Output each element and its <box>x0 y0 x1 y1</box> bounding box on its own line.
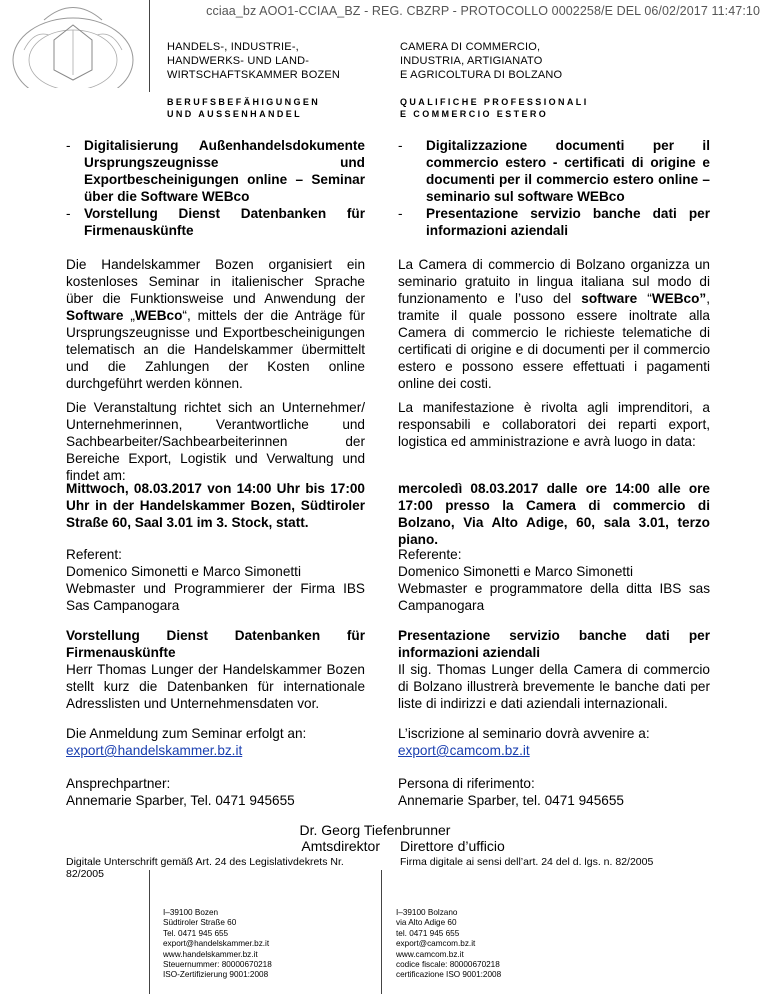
contact-text: Annemarie Sparber, tel. 0471 945655 <box>398 793 624 808</box>
database-it <box>398 627 710 712</box>
header-it-line: CAMERA DI COMMERCIO, <box>400 41 541 53</box>
contact-text: Annemarie Sparber, Tel. 0471 945655 <box>66 793 295 808</box>
header-de-line: HANDELS-, INDUSTRIE-, <box>167 41 299 53</box>
footer-line: I–39100 Bozen <box>163 908 219 917</box>
dept-it <box>400 96 589 120</box>
footer-line: Tel. 0471 945 655 <box>163 928 229 938</box>
topics-it <box>398 137 710 239</box>
footer-de <box>163 908 272 981</box>
header-it-line: INDUSTRIA, ARTIGIANATO <box>400 55 543 67</box>
signature-title-it: Direttore d’ufficio <box>400 838 505 854</box>
topics-de <box>66 137 365 239</box>
contact-it <box>398 775 710 809</box>
contact-label: Persona di riferimento: <box>398 776 535 791</box>
database-text: Il sig. Thomas Lunger della Camera di commercio di Bolzano illustrerà brevemente le banche dati per liste di indirizzi e dati aziendali internazionali. <box>398 662 710 711</box>
footer-line: Steuernummer: 80000670218 <box>163 960 272 970</box>
registration-it <box>398 725 710 759</box>
footer-divider <box>149 870 150 994</box>
speaker-role: Webmaster und Programmierer der Firma IBS Sas Campanogara <box>66 581 365 613</box>
speaker-names: Domenico Simonetti e Marco Simonetti <box>398 564 633 579</box>
database-title: Vorstellung Dienst Datenbanken für Firmenauskünfte <box>66 628 365 660</box>
footer-line: tel. 0471 945 655 <box>396 928 460 938</box>
header-de <box>167 40 340 82</box>
dept-de-line: BERUFSBEFÄHIGUNGEN <box>167 97 321 107</box>
event-date-it: mercoledì 08.03.2017 dalle ore 14:00 alle ore 17:00 presso la Camera di commercio di Bolzano, Via Alto Adige, 60, sala 3.01, terzo piano. <box>398 481 710 547</box>
signature-note-de: Digitale Unterschrift gemäß Art. 24 des Legislativdekrets Nr. 82/2005 <box>66 856 344 880</box>
footer-line: via Alto Adige 60 <box>396 918 457 928</box>
footer-line: codice fiscale: 80000670218 <box>396 960 500 970</box>
footer-line: certificazione ISO 9001:2008 <box>396 970 502 980</box>
speaker-names: Domenico Simonetti e Marco Simonetti <box>66 564 301 579</box>
footer-line: I–39100 Bolzano <box>396 908 458 917</box>
speaker-de <box>66 546 365 614</box>
footer-line: export@handelskammer.bz.it <box>163 939 270 949</box>
footer-divider <box>381 870 382 994</box>
footer-line: ISO-Zertifizierung 9001:2008 <box>163 970 269 980</box>
speaker-label: Referent: <box>66 547 122 562</box>
intro-it: La Camera di commercio di Bolzano organizza un seminario gratuito in lingua italiana sul modo di funzionamento e l’uso del software “WEBco”, tramite il quale possono essere inoltrate alla Camera di commercio le richieste telematiche di certificati di origine e di documenti per il commercio estero e possono essere effettuati i pagamenti online dei costi. <box>398 257 710 391</box>
email-link[interactable]: export@camcom.bz.it <box>398 743 530 758</box>
footer-line: Südtiroler Straße 60 <box>163 918 237 928</box>
signature-note-it: Firma digitale ai sensi dell’art. 24 del d. lgs. n. 82/2005 <box>400 856 654 868</box>
contact-de <box>66 775 365 809</box>
chamber-logo <box>4 0 142 88</box>
footer-line: www.camcom.bz.it <box>396 949 464 959</box>
signature-title-de: Amtsdirektor <box>301 838 380 854</box>
footer-it <box>396 908 501 981</box>
database-title: Presentazione servizio banche dati per informazioni aziendali <box>398 628 710 660</box>
database-de <box>66 627 365 712</box>
header-it <box>400 40 562 82</box>
registration-text: L’iscrizione al seminario dovrà avvenire a: <box>398 726 650 741</box>
event-date-de: Mittwoch, 08.03.2017 von 14:00 Uhr bis 17:00 Uhr in der Handelskammer Bozen, Südtiroler Straße 60, Saal 3.01 im 3. Stock, statt. <box>66 481 365 530</box>
contact-label: Ansprechpartner: <box>66 776 171 791</box>
topic-item: - Presentazione servizio banche dati per informazioni aziendali <box>398 206 710 238</box>
topic-item: - Digitalisierung Außenhandelsdokumente Ursprungszeugnisse und Exportbescheinigungen online – Seminar über die Software WEBco <box>66 138 365 204</box>
speaker-role: Webmaster e programmatore della ditta IBS sas Campanogara <box>398 581 710 613</box>
header-it-line: E AGRICOLTURA DI BOLZANO <box>400 69 563 81</box>
email-link[interactable]: export@handelskammer.bz.it <box>66 743 243 758</box>
protocol-stamp: cciaa_bz AOO1-CCIAA_BZ - REG. CBZRP - PROTOCOLLO 0002258/E DEL 06/02/2017 11:47:10 <box>206 4 760 18</box>
signature-name: Dr. Georg Tiefenbrunner <box>299 822 451 838</box>
header-de-line: HANDWERKS- UND LAND- <box>167 55 310 67</box>
header-de-line: WIRTSCHAFTSKAMMER BOZEN <box>167 69 341 81</box>
speaker-it <box>398 546 710 614</box>
footer-line: export@camcom.bz.it <box>396 939 476 949</box>
database-text: Herr Thomas Lunger der Handelskammer Bozen stellt kurz die Datenbanken für internationale Adresslisten und Unternehmensdaten vor. <box>66 662 365 711</box>
dept-de <box>167 96 320 120</box>
footer-line: www.handelskammer.bz.it <box>163 949 258 959</box>
registration-de <box>66 725 365 759</box>
dept-it-line: E COMMERCIO ESTERO <box>400 109 549 119</box>
topic-item: - Digitalizzazione documenti per il commercio estero - certificati di origine e documenti per il commercio estero online – seminario sul software WEBco <box>398 138 710 204</box>
dept-it-line: QUALIFICHE PROFESSIONALI <box>400 97 589 107</box>
intro-de: Die Handelskammer Bozen organisiert ein kostenloses Seminar in italienischer Sprache über die Funktionsweise und Anwendung der Software „WEBco“, mittels der die Anträge für Ursprungszeugnisse und Exportbescheinigungen telematisch an die Handelskammer übermittelt und die Zahlungen der Kosten online durchgeführt werden können. <box>66 257 365 391</box>
audience-it: La manifestazione è rivolta agli imprenditori, a responsabili e collaboratori dei reparti export, logistica ed amministrazione e avrà luogo in data: <box>398 400 710 449</box>
dept-de-line: UND AUSSENHANDEL <box>167 109 303 119</box>
audience-de: Die Veranstaltung richtet sich an Unternehmer/ Unternehmerinnen, Verantwortliche und Sachbearbeiter/Sachbearbeiterinnen der Bereiche Export, Logistik und Verwaltung und findet am: <box>66 400 365 483</box>
registration-text: Die Anmeldung zum Seminar erfolgt an: <box>66 726 307 741</box>
topic-item: - Vorstellung Dienst Datenbanken für Firmenauskünfte <box>66 206 365 238</box>
header-divider <box>149 0 150 92</box>
speaker-label: Referente: <box>398 547 462 562</box>
